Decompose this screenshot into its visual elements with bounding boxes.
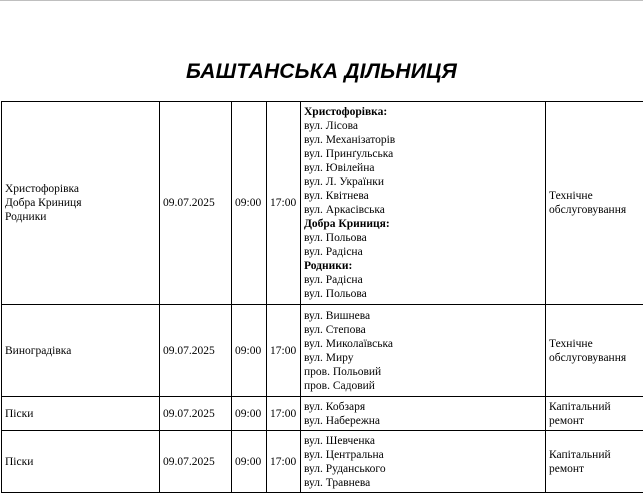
streets-cell bbox=[301, 305, 546, 397]
table-row bbox=[2, 102, 643, 305]
settlement-name: Виноградівка bbox=[5, 344, 72, 357]
street-item: вул. Квітнева bbox=[304, 190, 369, 202]
street-item: вул. Механізаторів bbox=[304, 134, 396, 146]
street-item: вул. Центральна bbox=[304, 448, 384, 461]
work-type-line: Технічне bbox=[549, 337, 593, 350]
work-type-cell bbox=[546, 431, 643, 493]
street-item: вул. Шевченка bbox=[304, 434, 376, 447]
start-time-cell: 09:00 bbox=[232, 305, 267, 397]
work-type-line: Капітальний bbox=[549, 400, 611, 413]
street-item: вул. Радісна bbox=[304, 246, 363, 258]
street-item: вул. Польова bbox=[304, 288, 367, 300]
work-type-cell bbox=[546, 397, 643, 431]
street-group-title: Добра Криниця: bbox=[304, 218, 390, 230]
end-time-cell: 17:00 bbox=[267, 397, 301, 431]
street-item: вул. Миру bbox=[304, 351, 354, 364]
start-time-cell: 09:00 bbox=[232, 102, 267, 305]
work-type-line: ремонт bbox=[549, 414, 585, 427]
streets-cell bbox=[301, 102, 546, 305]
street-group-title: Родники: bbox=[304, 260, 353, 272]
date-cell: 09.07.2025 bbox=[160, 102, 232, 305]
date-cell: 09.07.2025 bbox=[160, 397, 232, 431]
date-cell: 09.07.2025 bbox=[160, 305, 232, 397]
street-item: вул. Радісна bbox=[304, 274, 363, 286]
settlement-name: Піски bbox=[5, 407, 34, 420]
table-row bbox=[2, 431, 643, 493]
work-type-cell bbox=[546, 102, 643, 305]
streets-cell bbox=[301, 431, 546, 493]
street-item: вул. Набережна bbox=[304, 414, 381, 427]
street-item: вул. Миколаївська bbox=[304, 337, 394, 350]
date-cell: 09.07.2025 bbox=[160, 431, 232, 493]
settlement-name: Добра Криниця bbox=[5, 197, 82, 209]
street-item: вул. Л. Українки bbox=[304, 176, 384, 188]
work-type-cell bbox=[546, 305, 643, 397]
street-item: вул. Аркасівська bbox=[304, 204, 385, 216]
work-type-line: Технічне bbox=[549, 190, 593, 202]
start-time-cell: 09:00 bbox=[232, 397, 267, 431]
page-title: БАШТАНСЬКА ДІЛЬНИЦЯ bbox=[185, 60, 458, 83]
work-type-line: обслуговування bbox=[549, 204, 627, 216]
street-item: пров. Польовий bbox=[304, 365, 382, 378]
end-time-cell: 17:00 bbox=[267, 305, 301, 397]
settlement-cell bbox=[2, 431, 160, 493]
street-item: вул. Лісова bbox=[304, 120, 359, 132]
street-item: вул. Руданського bbox=[304, 462, 386, 475]
table-row bbox=[2, 305, 643, 397]
outage-schedule-table bbox=[1, 101, 643, 493]
table-row bbox=[2, 397, 643, 431]
streets-cell bbox=[301, 397, 546, 431]
settlement-name: Піски bbox=[5, 455, 34, 468]
street-item: вул. Принґульська bbox=[304, 148, 394, 160]
street-group-title: Христофорівка: bbox=[304, 106, 388, 118]
work-type-line: ремонт bbox=[549, 462, 585, 475]
end-time-cell: 17:00 bbox=[267, 102, 301, 305]
end-time-cell: 17:00 bbox=[267, 431, 301, 493]
settlement-cell bbox=[2, 397, 160, 431]
street-item: вул. Кобзаря bbox=[304, 400, 366, 413]
street-item: пров. Садовий bbox=[304, 379, 375, 392]
settlement-cell bbox=[2, 102, 160, 305]
street-item: вул. Вишнева bbox=[304, 309, 371, 322]
street-item: вул. Ювілейна bbox=[304, 162, 375, 174]
start-time-cell: 09:00 bbox=[232, 431, 267, 493]
street-item: вул. Польова bbox=[304, 232, 367, 244]
settlement-name: Родники bbox=[5, 211, 47, 223]
work-type-line: Капітальний bbox=[549, 448, 611, 461]
top-divider bbox=[0, 0, 643, 1]
settlement-cell bbox=[2, 305, 160, 397]
settlement-name: Христофорівка bbox=[5, 183, 80, 195]
street-item: вул. Травнева bbox=[304, 476, 371, 489]
street-item: вул. Степова bbox=[304, 323, 366, 336]
work-type-line: обслуговування bbox=[549, 351, 627, 364]
